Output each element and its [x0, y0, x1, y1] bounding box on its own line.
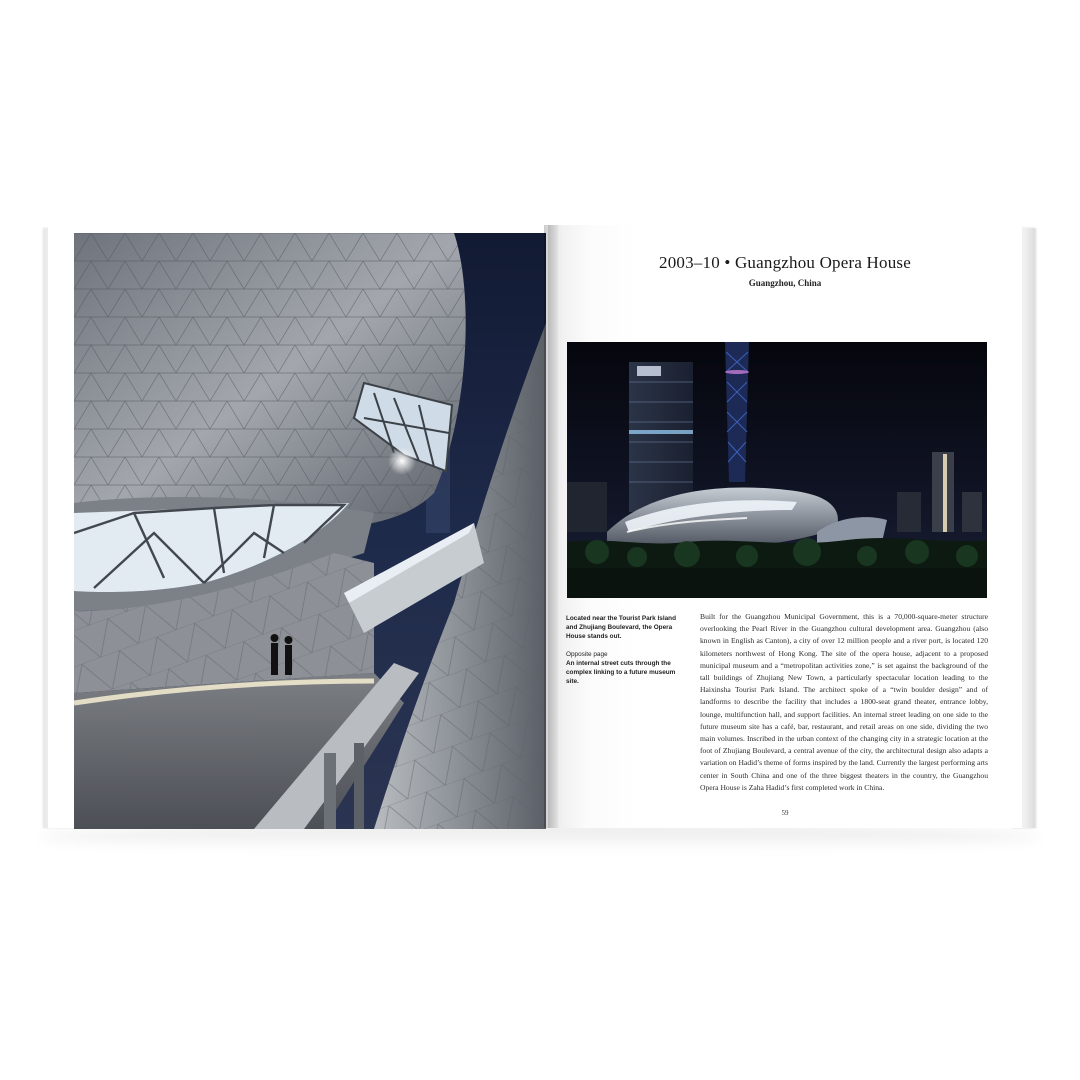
body-paragraph: Built for the Guangzhou Municipal Government, this is a 70,000-square-meter structure overlooking the Pearl River in the Guangzhou cultural development area. Guangzhou (also known in English as Canton), a city of over 12 million people and a river port, is located 120 kilometers northwest of Hong Kong. The site of the opera house, adjacent to a proposed municipal museum and a “metropolitan activities zone,” is set against the background of the tall buildings of Zhujiang New Town, a particularly spectacular location leading to the Haixinsha Tourist Park Island. The architect spoke of a “twin boulder design” and of landforms to describe the facility that includes a 1800-seat grand theater, entrance lobby, lounge, multifunction hall, and support facilities. An internal street leading on one side to the future museum site has a café, bar, restaurant, and retail areas on one side, dividing the two main volumes. Inscribed in the urban context of the changing city in a strategic location at the foot of Zhujiang Boulevard, a central avenue of the city, the architectural design also adapts a variation on Hadid’s theme of forms inspired by the land. Currently the largest performing arts center in South China and one of the three biggest theaters in the country, the Guangzhou Opera House is Zaha Hadid’s first completed work in China.: [700, 612, 988, 792]
caption-label: Opposite page: [566, 651, 608, 658]
open-book: [44, 225, 1035, 830]
opera-house-night-skyline-photo: [567, 342, 987, 598]
photo-caption: [566, 614, 684, 686]
book-spine-shadow: [544, 225, 558, 828]
caption-secondary: An internal street cuts through the complex linking to a future museum site.: [566, 660, 676, 685]
page-subtitle: Guangzhou, China: [748, 278, 822, 288]
opera-house-internal-street-photo: [74, 233, 546, 829]
page-title: 2003–10 • Guangzhou Opera House: [659, 253, 911, 272]
page-number: 59: [781, 809, 789, 817]
caption-main: Located near the Tourist Park Island and Zhujiang Boulevard, the Opera House stands out.: [566, 615, 676, 640]
